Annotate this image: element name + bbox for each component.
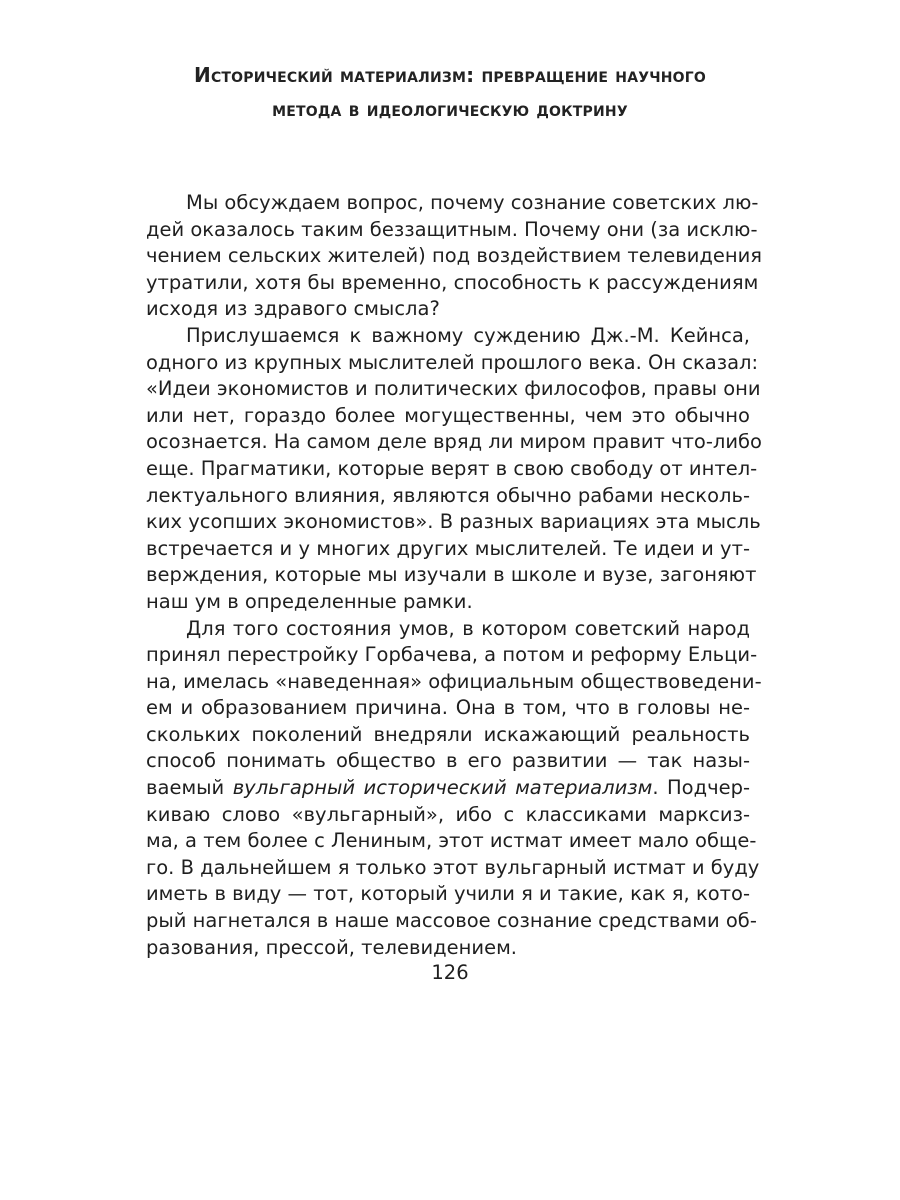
chapter-title-line-2: метода в идеологическую доктрину <box>272 97 628 121</box>
text-line: исходя из здравого смысла? <box>146 297 440 321</box>
text-line: Для того состояния умов, в котором советский народ <box>186 616 750 640</box>
text-line: лектуального влияния, являются обычно рабами несколь- <box>146 483 750 507</box>
text-line: наш ум в определенные рамки. <box>146 589 473 613</box>
text-line: принял перестройку Горбачева, а потом и реформу Ельци- <box>146 643 758 667</box>
text-line: Мы обсуждаем вопрос, почему сознание советских лю- <box>186 191 759 214</box>
paragraph-3 <box>146 616 762 962</box>
text-segment: ваемый <box>146 776 233 800</box>
chapter-title <box>100 58 800 126</box>
text-line-with-italic <box>146 775 750 802</box>
text-line: на, имелась «наведенная» официальным обществоведени- <box>146 669 762 693</box>
text-line: «Идеи экономистов и политических философов, правы они <box>146 377 761 401</box>
text-line: киваю слово «вульгарный», ибо с классиками марксиз- <box>146 802 750 826</box>
text-line: или нет, гораздо более могущественны, чем это обычно <box>146 403 750 427</box>
text-line: способ понимать общество в его развитии — так назы- <box>146 749 750 773</box>
text-line: утратили, хотя бы временно, способность к рассуждениям <box>146 270 759 294</box>
text-line: чением сельских жителей) под воздействием телевидения <box>146 244 763 268</box>
text-line: одного из крупных мыслителей прошлого века. Он сказал: <box>146 350 759 374</box>
paragraph-1 <box>146 190 763 323</box>
text-line: рый нагнетался в наше массовое сознание средствами об- <box>146 909 757 933</box>
text-line: ких усопших экономистов». В разных вариациях эта мысль <box>146 510 761 534</box>
text-line: го. В дальнейшем я только этот вульгарный истмат и буду <box>146 855 760 879</box>
text-segment: . Подчер- <box>652 776 750 800</box>
paragraph-2 <box>146 323 762 616</box>
body-text <box>146 190 763 961</box>
text-line: иметь в виду — тот, который учили я и такие, как я, кото- <box>146 882 750 906</box>
text-line: Прислушаемся к важному суждению Дж.-М. Кейнса, <box>186 323 750 347</box>
text-line: разования, прессой, телевидением. <box>146 935 517 959</box>
text-line: дей оказалось таким беззащитным. Почему они (за исклю- <box>146 217 758 241</box>
page-number: 126 <box>431 961 469 984</box>
text-line: ма, а тем более с Лениным, этот истмат имеет мало обще- <box>146 829 757 853</box>
text-line: скольких поколений внедряли искажающий реальность <box>146 722 750 746</box>
text-line: еще. Прагматики, которые верят в свою свободу от интел- <box>146 456 758 480</box>
text-line: верждения, которые мы изучали в школе и вузе, загоняют <box>146 563 757 587</box>
italic-term: вульгарный исторический материализм <box>232 776 653 800</box>
text-line: ем и образованием причина. Она в том, что в головы не- <box>146 696 750 720</box>
text-line: осознается. На самом деле вряд ли миром правит что-либо <box>146 430 762 454</box>
chapter-title-line-1: Исторический материализм: превращение научного <box>194 63 706 87</box>
text-line: встречается и у многих других мыслителей. Те идеи и ут- <box>146 536 750 560</box>
